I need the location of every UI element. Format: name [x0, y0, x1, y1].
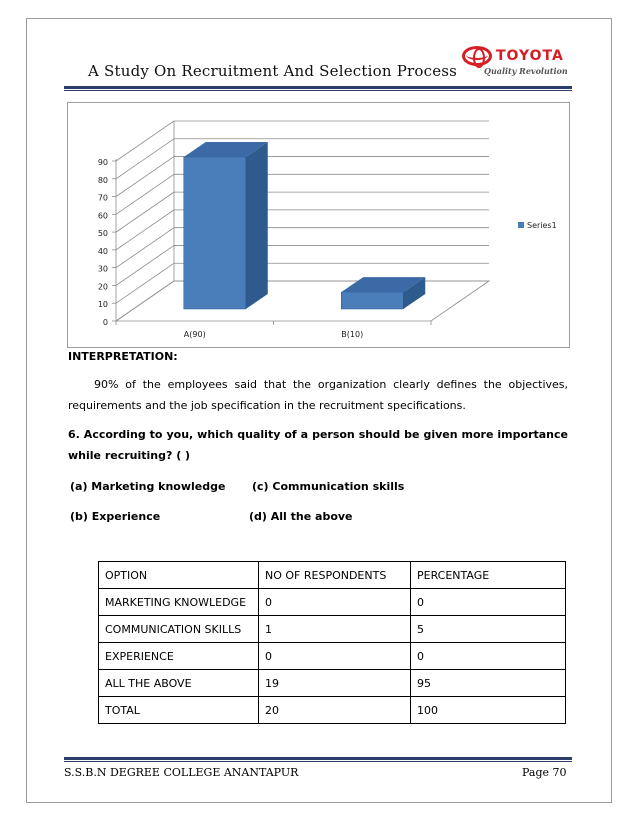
- bar-chart-svg: [68, 103, 571, 349]
- table-cell: EXPERIENCE: [99, 643, 259, 670]
- chart-floor: [116, 281, 489, 321]
- gridline-side: [116, 192, 174, 232]
- gridline-side: [116, 228, 174, 268]
- table-cell: 0: [411, 643, 566, 670]
- table-cell: 20: [259, 697, 411, 724]
- interpretation-heading: INTERPRETATION:: [68, 350, 178, 363]
- y-tick-label: 80: [97, 175, 108, 185]
- table-cell: 0: [259, 643, 411, 670]
- header-rule-thin: [64, 90, 572, 91]
- table-cell: 0: [411, 589, 566, 616]
- legend-swatch: [518, 222, 524, 228]
- table-header-row: [99, 562, 566, 589]
- toyota-emblem-icon: [462, 46, 492, 66]
- table-row: [99, 697, 566, 724]
- gridline-side: [116, 245, 174, 285]
- footer-rule-thin: [64, 761, 572, 762]
- option-b: (b) Experience: [70, 510, 161, 523]
- question-text: 6. According to you, which quality of a person should be given more importance while recruiting? ( ): [68, 428, 568, 462]
- y-tick-label: 70: [97, 193, 108, 203]
- logo-tagline: Quality Revolution: [484, 66, 568, 76]
- gridline-side: [116, 263, 174, 303]
- table-cell: 1: [259, 616, 411, 643]
- logo-text: TOYOTA: [496, 48, 564, 64]
- gridline-side: [116, 210, 174, 250]
- table-cell: MARKETING KNOWLEDGE: [99, 589, 259, 616]
- gridline-side: [116, 121, 174, 161]
- footer-college-name: S.S.B.N DEGREE COLLEGE ANANTAPUR: [64, 766, 299, 779]
- bar-chart: [67, 102, 570, 348]
- footer-page-number: Page 70: [522, 766, 567, 779]
- option-c: (c) Communication skills: [252, 480, 405, 493]
- page-header-title: A Study On Recruitment And Selection Process: [88, 62, 458, 80]
- header-rule: [64, 86, 572, 89]
- y-tick-label: 0: [102, 318, 108, 327]
- toyota-logo: [462, 44, 572, 82]
- gridline-side: [116, 157, 174, 197]
- table-cell: 19: [259, 670, 411, 697]
- y-tick-label: 10: [97, 300, 108, 310]
- table-header-cell: NO OF RESPONDENTS: [259, 562, 411, 589]
- table-header-cell: OPTION: [99, 562, 259, 589]
- option-a: (a) Marketing knowledge: [70, 480, 226, 493]
- option-d: (d) All the above: [249, 510, 353, 523]
- table-row: [99, 643, 566, 670]
- y-tick-label: 90: [97, 158, 108, 167]
- table-header-cell: PERCENTAGE: [411, 562, 566, 589]
- gridline-side: [116, 139, 174, 179]
- table-row: [99, 589, 566, 616]
- table-cell: 0: [259, 589, 411, 616]
- table-row: [99, 616, 566, 643]
- bar-front: [341, 292, 403, 309]
- table-cell: 100: [411, 697, 566, 724]
- x-tick-label: B(10): [341, 330, 364, 339]
- y-tick-label: 40: [97, 246, 108, 256]
- interpretation-text: 90% of the employees said that the organization clearly defines the objectives, requirements and the job specification in the recruitment specifications.: [68, 378, 568, 412]
- legend-label: Series1: [527, 221, 557, 230]
- table-cell: 95: [411, 670, 566, 697]
- footer-rule: [64, 757, 572, 760]
- table-cell: COMMUNICATION SKILLS: [99, 616, 259, 643]
- table-cell: 5: [411, 616, 566, 643]
- bar-front: [184, 157, 246, 309]
- bar-side: [246, 142, 268, 309]
- x-tick-label: A(90): [183, 330, 206, 339]
- y-tick-label: 50: [97, 229, 108, 239]
- table-cell: ALL THE ABOVE: [99, 670, 259, 697]
- table-row: [99, 670, 566, 697]
- y-tick-label: 60: [97, 211, 108, 221]
- responses-table: [98, 561, 566, 724]
- y-tick-label: 20: [97, 282, 108, 292]
- y-tick-label: 30: [97, 264, 108, 274]
- gridline-side: [116, 174, 174, 214]
- table-cell: TOTAL: [99, 697, 259, 724]
